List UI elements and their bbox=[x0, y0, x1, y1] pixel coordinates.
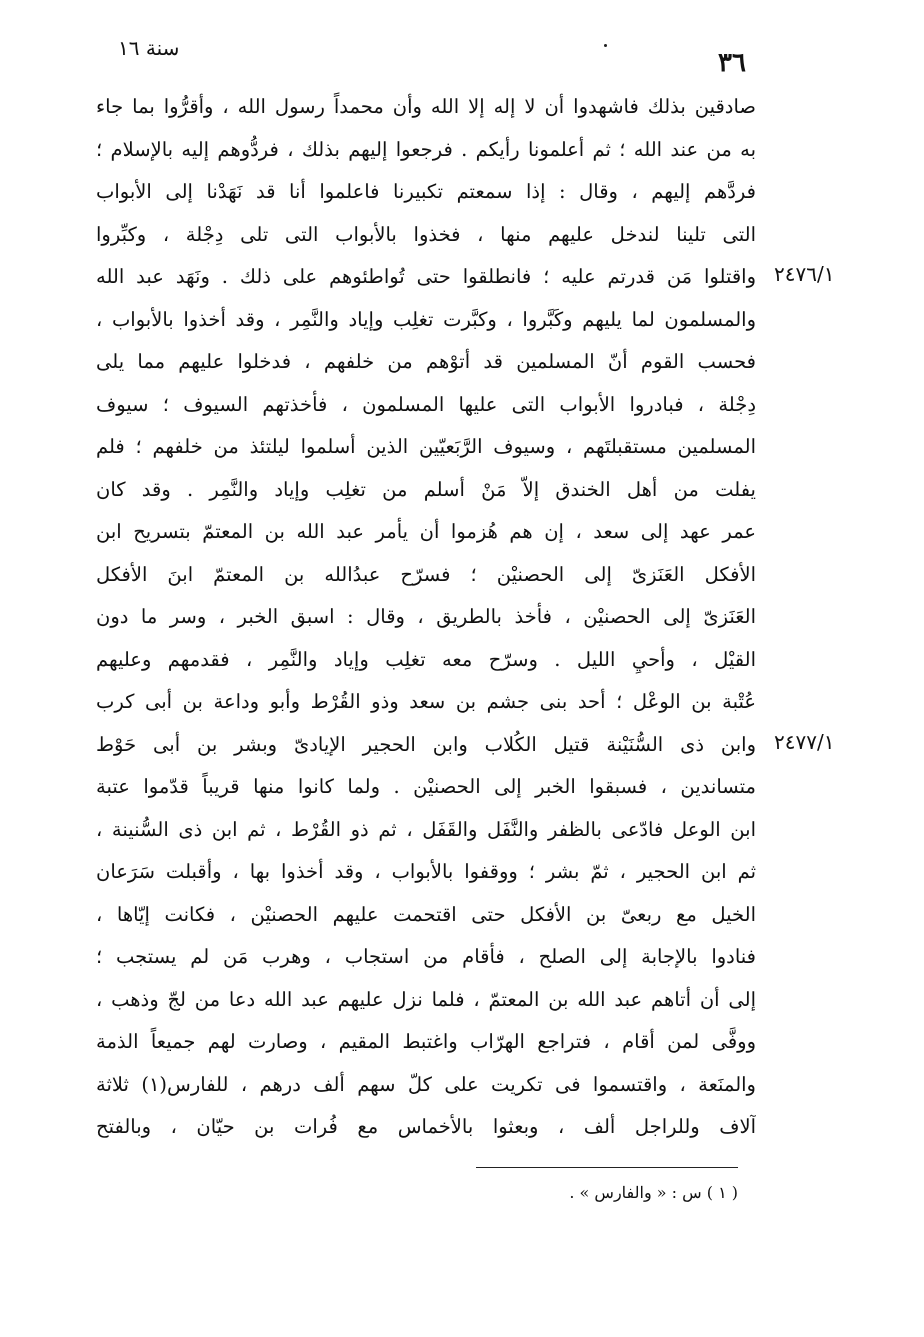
ink-dot bbox=[604, 44, 607, 47]
text-line: ثم ابن الحجير ، ثمّ بشر ؛ ووقفوا بالأبواب ، وقد أخذوا بها ، وأقبلت سَرَعان bbox=[96, 860, 756, 883]
text-line: الأفكل العَنَزىّ إلى الحصنيْن ؛ فسرّح عبدُالله بن المعتمّ ابنَ الأفكل bbox=[96, 562, 756, 586]
text-line: والمنَعة ، واقتسموا فى تكريت على كلّ سهم ألف درهم ، للفارس(١) ثلاثة bbox=[96, 1072, 756, 1096]
text-line: فردَّهم إليهم ، وقال : إذا سمعتم تكبيرنا فاعلموا أنا قد نَهَدْنا إلى الأبواب bbox=[96, 180, 756, 203]
footnote-separator bbox=[476, 1167, 738, 1168]
text-line: والمسلمون لما يليهم وكَبَّروا ، وكبَّرت تغلِب وإياد والنَّمِر ، وقد أخذوا بالأبواب ، bbox=[96, 307, 756, 331]
text-line: فحسب القوم أنّ المسلمين قد أتوْهم من خلفهم ، فدخلوا عليهم مما يلى bbox=[96, 350, 756, 373]
text-line: ابن الوعل فادّعى بالظفر والنَّفَل والقَفَل ، ثم ذو القُرْط ، ثم ابن ذى السُّنينة ، bbox=[96, 817, 756, 841]
text-line: المسلمين مستقبلتَهم ، وسيوف الرَّبَعيّين الذين أسلموا ليلتئذ من خلفهم ؛ فلم bbox=[96, 435, 756, 458]
text-line: التى تلينا لندخل عليهم منها ، فخذوا بالأبواب التى تلى دِجْلة ، وكبِّروا bbox=[96, 222, 756, 246]
text-line: القيْل ، وأحيِ الليل . وسرّح معه تغلِب وإياد والنَّمِر ، فقدمهم وعليهم bbox=[96, 647, 756, 671]
text-line: به من عند الله ؛ ثم أعلمونا رأيكم . فرجعوا إليهم بذلك ، فردُّوهم إليه بالإسلام ؛ bbox=[96, 137, 756, 161]
text-line: وابن ذى السُّنَيْنة قتيل الكُلاب وابن الحجير الإيادىّ وبشر بن أبى حَوْط bbox=[96, 732, 756, 756]
page-number: ٣٦ bbox=[718, 48, 746, 78]
text-line: دِجْلة ، فبادروا الأبواب التى عليها المسلمون ، فأخذتهم السيوف ؛ سيوف bbox=[96, 392, 756, 416]
text-line: فنادوا بالإجابة إلى الصلح ، فأقام من استجاب ، وهرب مَن لم يستجب ؛ bbox=[96, 945, 756, 968]
text-line: إلى أن أتاهم عبد الله بن المعتمّ ، فلما نزل عليهم عبد الله دعا من لجّ وذهب ، bbox=[96, 987, 756, 1011]
margin-reference: ٢٤٧٧/١ bbox=[774, 730, 835, 754]
margin-reference: ٢٤٧٦/١ bbox=[774, 262, 835, 286]
text-line: يفلت من أهل الخندق إلاّ مَنْ أسلم من تغلِب وإياد والنَّمِر . وقد كان bbox=[96, 477, 756, 501]
text-line: واقتلوا مَن قدرتم عليه ؛ فانطلقوا حتى تُواطئوهم على ذلك . ونَهَد عبد الله bbox=[96, 265, 756, 288]
main-text bbox=[96, 86, 756, 1149]
text-line: ووفَّى لمن أقام ، فتراجع الهرّاب واغتبط المقيم ، وصارت لهم جميعاً الذمة bbox=[96, 1030, 756, 1053]
text-line: عُتْبة بن الوعْل ؛ أحد بنى جشم بن سعد وذو القُرْط وأبو وداعة بن أبى كرب bbox=[96, 690, 756, 713]
text-line: الخيل مع ربعىّ بن الأفكل حتى اقتحمت عليهم الحصنيْن ، فكانت إيّاها ، bbox=[96, 902, 756, 926]
footnote: ( ١ ) س : « والفارس » . bbox=[569, 1183, 738, 1202]
text-line: آلاف وللراجل ألف ، وبعثوا بالأخماس مع فُرات بن حيّان ، وبالفتح bbox=[96, 1115, 756, 1138]
text-line: صادقين بذلك فاشهدوا أن لا إله إلا الله وأن محمداً رسول الله ، وأقرُّوا بما جاء bbox=[96, 95, 756, 118]
text-line: متساندين ، فسبقوا الخبر إلى الحصنيْن . ولما كانوا منها قريباً قدّموا عتبة bbox=[96, 775, 756, 798]
text-line: العَنَزىّ إلى الحصنيْن ، فأخذ بالطريق ، وقال : اسبق الخبر ، وسر ما دون bbox=[96, 605, 756, 628]
running-header-year: سنة ١٦ bbox=[118, 36, 180, 60]
text-line: عمر عهد إلى سعد ، إن هم هُزموا أن يأمر عبد الله بن المعتمّ بتسريح ابن bbox=[96, 520, 756, 543]
